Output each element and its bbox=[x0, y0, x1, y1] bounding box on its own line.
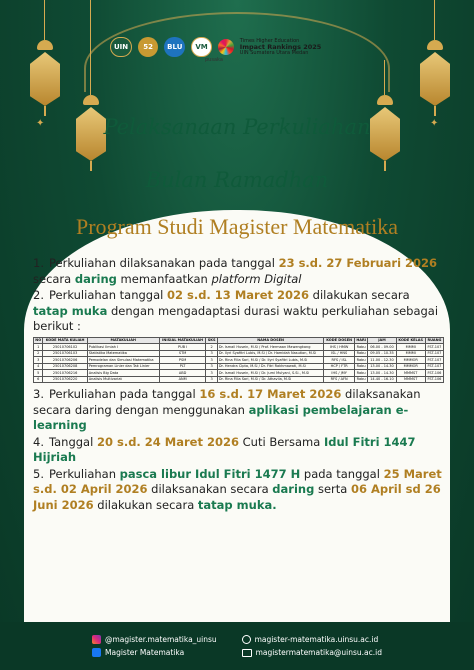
table-cell: 25010706102 bbox=[43, 344, 87, 351]
table-cell: 3 bbox=[206, 350, 217, 357]
title-line1: Pelaksanaan Perkuliahan bbox=[103, 115, 371, 139]
table-cell: Pemodelan dan Simulasi Matematika bbox=[87, 357, 159, 364]
lantern-string bbox=[90, 0, 91, 95]
lantern-icon bbox=[30, 40, 60, 116]
pusaka-label: pusaka bbox=[205, 57, 223, 63]
table-cell: Pemrograman Linier dan Tak Linier bbox=[87, 363, 159, 370]
table-header-cell: NAMA DOSEN bbox=[217, 337, 324, 344]
table-cell: Dr. Ismail Husein, M.Si / Prof. Hermaan Mawengkang bbox=[217, 344, 324, 351]
table-cell: 09.05 - 10.35 bbox=[368, 350, 396, 357]
item-4: 4. Tanggal 20 s.d. 24 Maret 2026 Cuti Bersama Idul Fitri 1447 Hijriah bbox=[33, 434, 416, 464]
table-cell: 2 bbox=[206, 344, 217, 351]
table-header-cell: JAM bbox=[368, 337, 396, 344]
table-cell: Dr. Rina Filia Sari, M.Si / Dr. Athaviia, M.Si bbox=[217, 376, 324, 383]
table-cell: 4 bbox=[34, 363, 43, 370]
sdg-logo bbox=[218, 39, 234, 55]
facebook-link[interactable]: Magister Matematika bbox=[92, 648, 217, 657]
table-cell: RFS / AFN bbox=[324, 376, 355, 383]
table-header-cell: MATAKULIAH bbox=[87, 337, 159, 344]
table-row bbox=[34, 376, 444, 383]
table-cell: Rabu bbox=[354, 350, 367, 357]
instagram-icon bbox=[92, 635, 101, 644]
table-header-cell: KODE KELAS bbox=[396, 337, 425, 344]
table-cell: IHS / JMY bbox=[324, 370, 355, 377]
table-cell: Rabu bbox=[354, 370, 367, 377]
table-cell: 25010706208 bbox=[43, 363, 87, 370]
impact-rankings-badge bbox=[240, 38, 322, 56]
table-header-cell: SKS bbox=[207, 338, 216, 342]
lantern-string bbox=[384, 60, 385, 95]
table-header-cell: KODE DOSEN bbox=[324, 337, 355, 344]
the-line1: Times Higher Education bbox=[239, 38, 300, 44]
table-cell: 13.00 - 14.30 bbox=[368, 370, 396, 377]
table-cell: 3 bbox=[206, 357, 217, 364]
table-cell: FST-107 bbox=[425, 363, 443, 370]
table-cell: ISL / HNS bbox=[324, 350, 355, 357]
item-1: 1. Perkuliahan dilaksanakan pada tanggal 23 s.d. 27 Februari 2026 secara daring memanfaatkan platform Digital bbox=[33, 256, 438, 286]
table-cell: 2 bbox=[34, 350, 43, 357]
table-cell: Statistika Matematika bbox=[87, 350, 159, 357]
vm-logo: VM bbox=[191, 37, 211, 57]
table-header-cell: RUANG bbox=[425, 337, 443, 344]
table-cell: 25010706220 bbox=[43, 376, 87, 383]
the-line3: UIN Sumatera Utara Medan bbox=[239, 50, 309, 56]
logo-bar bbox=[110, 34, 450, 60]
table-header-cell: KODE MATA KULIAH bbox=[43, 337, 87, 344]
table-cell: 1 bbox=[34, 344, 43, 351]
table-cell: Dr. Ismail Husein, M.Si / Dr. Jumi Mulyani, S.Si., M.Si bbox=[217, 370, 324, 377]
table-cell: PSM bbox=[159, 357, 206, 364]
table-cell: 3 bbox=[206, 370, 217, 377]
star-icon: ✦ bbox=[430, 118, 439, 129]
schedule-table bbox=[33, 337, 444, 384]
table-cell: FST-107 bbox=[425, 357, 443, 364]
table-cell: ANM bbox=[159, 376, 206, 383]
star-icon: ✦ bbox=[36, 118, 45, 129]
table-cell: FST-106 bbox=[425, 370, 443, 377]
table-cell: Rabu bbox=[354, 376, 367, 383]
table-cell: Rabu bbox=[354, 344, 367, 351]
uin-logo: UIN bbox=[110, 37, 132, 57]
title-line3: Program Studi Magister Matematika bbox=[76, 214, 398, 239]
anniversary-logo: 52 bbox=[138, 37, 158, 57]
table-cell: MMMOR bbox=[396, 357, 425, 364]
table-cell: 25010706206 bbox=[43, 357, 87, 364]
table-cell: FST-106 bbox=[425, 376, 443, 383]
table-cell: Publikasi Ilmiah I bbox=[87, 344, 159, 351]
table-cell: RFS / ISL bbox=[324, 357, 355, 364]
table-cell: Analisis Multivariat bbox=[87, 376, 159, 383]
table-cell: MMMI bbox=[396, 344, 425, 351]
table-cell: STM bbox=[159, 350, 206, 357]
table-cell: Dr. Hendra Cipta, M.Si / Dr. Fitri Rakhmawati, M.Si bbox=[217, 363, 324, 370]
website-link[interactable]: magister-matematika.uinsu.ac.id bbox=[242, 635, 382, 644]
table-cell: 6 bbox=[34, 376, 43, 383]
table-cell: 14.40 - 16.10 bbox=[368, 376, 396, 383]
table-cell: 11.00 - 12.30 bbox=[368, 357, 396, 364]
email-link[interactable]: magistermatematika@uinsu.ac.id bbox=[242, 648, 382, 657]
table-cell: HCP / FTR bbox=[324, 363, 355, 370]
table-header-cell: HARI bbox=[356, 338, 366, 342]
table-cell: 3 bbox=[206, 363, 217, 370]
table-cell: FST-107 bbox=[425, 344, 443, 351]
table-cell: MMMST bbox=[396, 370, 425, 377]
table-cell: 25010706103 bbox=[43, 350, 87, 357]
the-line2: Impact Rankings 2025 bbox=[239, 43, 322, 51]
table-body bbox=[34, 344, 444, 383]
item-2: 2. Perkuliahan tanggal 02 s.d. 13 Maret 2026 dilakukan secara tatap muka dengan mengadaptasi durasi waktu perkuliahan sebagai berikut : bbox=[33, 288, 439, 333]
table-cell: IHS / HMW bbox=[324, 344, 355, 351]
table-cell: 25010706216 bbox=[43, 370, 87, 377]
table-cell: Dr. Ilyri Syafitri Lubis, M.Si / Dr. Hamidah Nasution, M.Si bbox=[217, 350, 324, 357]
table-cell: Dr. Rina Filia Sari, M.Si / Dr. Ilyri Syafitri Lubis, M.Si bbox=[217, 357, 324, 364]
table-cell: 3 bbox=[206, 376, 217, 383]
blu-logo: BLU bbox=[164, 37, 185, 57]
table-cell: 5 bbox=[34, 370, 43, 377]
table-cell: Rabu bbox=[354, 357, 367, 364]
lantern-string bbox=[44, 0, 45, 40]
item-5: 5. Perkuliahan pasca libur Idul Fitri 1477 H pada tanggal 25 Maret s.d. 02 April 2026 dilaksanakan secara daring serta 06 April sd 26 Juni 2026 dilakukan secara tatap muka. bbox=[33, 466, 442, 512]
item-3: 3. Perkuliahan pada tanggal 16 s.d. 17 Maret 2026 dilaksanakan secara daring dengan menggunakan aplikasi pembelajaran e-learning bbox=[33, 387, 421, 432]
title-line2: Bulan Ramadhan bbox=[145, 168, 329, 192]
table-cell: Analisis Big Data bbox=[87, 370, 159, 377]
table-cell: 3 bbox=[34, 357, 43, 364]
table-cell: 13.00 - 14.30 bbox=[368, 363, 396, 370]
table-cell: ABD bbox=[159, 370, 206, 377]
table-cell: PUB I bbox=[159, 344, 206, 351]
announcement-content bbox=[33, 256, 444, 514]
table-cell: MMMOR bbox=[396, 363, 425, 370]
facebook-icon bbox=[92, 648, 101, 657]
instagram-link[interactable]: @magister.matematika_uinsu bbox=[92, 635, 217, 644]
mail-icon bbox=[242, 649, 252, 657]
footer bbox=[0, 622, 474, 670]
table-cell: PLT bbox=[159, 363, 206, 370]
table-header-cell: INISIAL MATAKULIAH bbox=[159, 337, 206, 344]
table-cell: MMMI bbox=[396, 350, 425, 357]
table-cell: Rabu bbox=[354, 363, 367, 370]
table-header-cell: NO bbox=[35, 338, 42, 342]
globe-icon bbox=[242, 635, 251, 644]
table-cell: FST-107 bbox=[425, 350, 443, 357]
table-cell: MMMST bbox=[396, 376, 425, 383]
table-cell: 06.00 - 09.00 bbox=[368, 344, 396, 351]
